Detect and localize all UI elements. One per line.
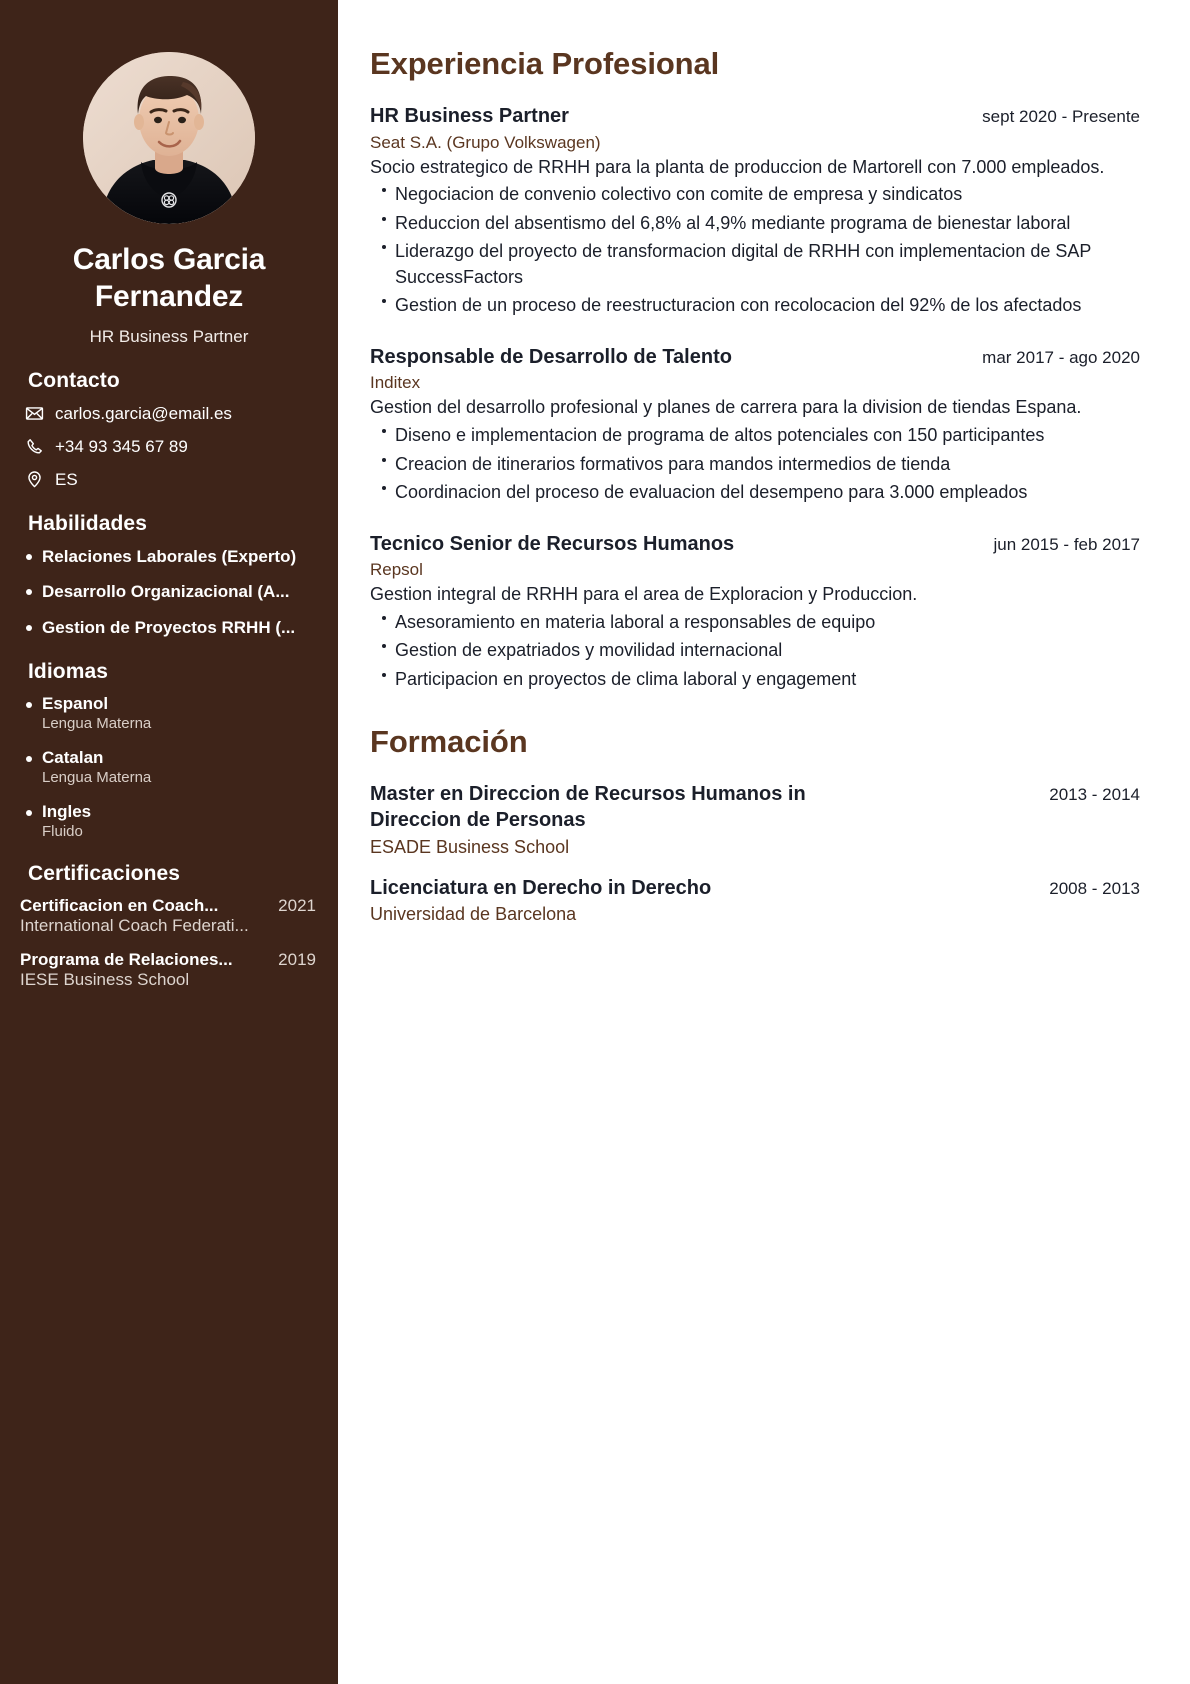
task-text: Coordinacion del proceso de evaluacion del desempeno para 3.000 empleados bbox=[395, 482, 1028, 503]
list-item bbox=[370, 293, 1140, 319]
education-degree: Master en Direccion de Recursos Humanos in Direccion de Personas bbox=[370, 783, 806, 832]
list-item bbox=[26, 581, 322, 602]
contact-phone-value: +34 93 345 67 89 bbox=[55, 436, 188, 456]
experience-company: Repsol bbox=[370, 560, 423, 580]
list-item bbox=[26, 748, 322, 786]
certification-name: Certificacion en Coach... bbox=[20, 895, 219, 915]
skill-label: Desarrollo Organizacional (A... bbox=[42, 582, 290, 602]
avatar bbox=[83, 52, 255, 224]
certifications-section bbox=[16, 862, 322, 990]
contact-phone-row[interactable] bbox=[24, 436, 322, 457]
list-item bbox=[26, 694, 322, 732]
list-item bbox=[26, 546, 322, 567]
certifications-heading: Certificaciones bbox=[28, 861, 181, 885]
languages-list bbox=[16, 694, 322, 840]
education-degree: Licenciatura en Derecho in Derecho bbox=[370, 876, 712, 899]
skills-list bbox=[16, 546, 322, 638]
list-item bbox=[26, 617, 322, 638]
location-pin-icon bbox=[24, 469, 45, 490]
phone-icon bbox=[24, 436, 45, 457]
task-text: Diseno e implementacion de programa de altos potenciales con 150 participantes bbox=[395, 425, 1045, 446]
list-item bbox=[370, 480, 1140, 506]
language-level: Lengua Materna bbox=[42, 768, 152, 786]
task-text: Creacion de itinerarios formativos para mandos intermedios de tienda bbox=[395, 453, 951, 474]
bullet-dot-icon bbox=[26, 756, 32, 762]
education-school: ESADE Business School bbox=[370, 836, 570, 857]
experience-description: Gestion integral de RRHH para el area de Exploracion y Produccion. bbox=[370, 584, 918, 605]
contact-email-row[interactable] bbox=[24, 403, 322, 424]
contact-location-row[interactable] bbox=[24, 469, 322, 490]
main-content bbox=[338, 0, 1190, 1684]
language-name: Espanol bbox=[42, 693, 109, 713]
certifications-list bbox=[16, 896, 322, 990]
avatar-container bbox=[16, 0, 322, 224]
person-name: Carlos Garcia Fernandez bbox=[72, 243, 266, 313]
experience-entry-header bbox=[370, 532, 1140, 558]
experience-company: Inditex bbox=[370, 373, 421, 393]
education-entry bbox=[370, 876, 1140, 926]
certification-issuer: International Coach Federati... bbox=[20, 915, 249, 935]
contact-list bbox=[16, 403, 322, 490]
certification-name: Programa de Relaciones... bbox=[20, 949, 233, 969]
bullet-dot-icon bbox=[382, 616, 386, 620]
experience-date-range: jun 2015 - feb 2017 bbox=[993, 534, 1140, 554]
experience-entry-header bbox=[370, 104, 1140, 130]
bullet-dot-icon bbox=[382, 299, 386, 303]
experience-entry bbox=[370, 345, 1140, 506]
task-text: Gestion de expatriados y movilidad internacional bbox=[395, 640, 783, 661]
language-level: Lengua Materna bbox=[42, 714, 152, 732]
experience-description: Gestion del desarrollo profesional y planes de carrera para la division de tiendas Espana. bbox=[370, 397, 1082, 418]
languages-heading: Idiomas bbox=[28, 659, 109, 683]
language-name-row bbox=[26, 748, 322, 768]
education-date-range: 2008 - 2013 bbox=[1049, 878, 1140, 898]
task-text: Reduccion del absentismo del 6,8% al 4,9% mediante programa de bienestar laboral bbox=[395, 212, 1071, 233]
language-name: Ingles bbox=[42, 801, 92, 821]
list-item bbox=[370, 423, 1140, 449]
experience-entry bbox=[370, 532, 1140, 693]
languages-section bbox=[16, 660, 322, 840]
education-entry-header bbox=[370, 782, 1140, 833]
task-text: Participacion en proyectos de clima laboral y engagement bbox=[395, 668, 857, 689]
avatar-photo bbox=[83, 52, 255, 224]
skills-section bbox=[16, 512, 322, 638]
bullet-dot-icon bbox=[382, 644, 386, 648]
envelope-icon bbox=[24, 403, 45, 424]
bullet-dot-icon bbox=[382, 429, 386, 433]
skill-label: Relaciones Laborales (Experto) bbox=[42, 547, 297, 567]
task-text: Gestion de un proceso de reestructuracion con recolocacion del 92% de los afectados bbox=[395, 295, 1082, 316]
skills-heading: Habilidades bbox=[28, 512, 147, 536]
bullet-dot-icon bbox=[26, 702, 32, 708]
experience-task-list bbox=[370, 610, 1140, 693]
language-name-row bbox=[26, 802, 322, 822]
contact-heading: Contacto bbox=[28, 369, 120, 393]
language-name-row bbox=[26, 694, 322, 714]
language-level: Fluido bbox=[42, 822, 83, 840]
list-item bbox=[370, 452, 1140, 478]
list-item bbox=[20, 896, 322, 936]
list-item bbox=[370, 182, 1140, 208]
person-job-title: HR Business Partner bbox=[89, 327, 249, 347]
task-text: Liderazgo del proyecto de transformacion digital de RRHH con implementacion de SAP SuccessFactors bbox=[395, 241, 1092, 287]
experience-entry bbox=[370, 104, 1140, 319]
certification-header bbox=[20, 950, 322, 970]
bullet-dot-icon bbox=[26, 554, 32, 560]
list-item bbox=[370, 638, 1140, 664]
bullet-dot-icon bbox=[382, 673, 386, 677]
contact-email-value: carlos.garcia@email.es bbox=[55, 403, 232, 423]
certification-header bbox=[20, 896, 322, 916]
experience-job-title: HR Business Partner bbox=[370, 105, 569, 127]
education-section-title: Formación bbox=[370, 724, 528, 760]
experience-entry-header bbox=[370, 345, 1140, 371]
education-date-range: 2013 - 2014 bbox=[1049, 785, 1140, 805]
education-entry-header bbox=[370, 876, 1140, 902]
list-item bbox=[370, 610, 1140, 636]
bullet-dot-icon bbox=[382, 188, 386, 192]
experience-date-range: sept 2020 - Presente bbox=[982, 107, 1140, 126]
language-name: Catalan bbox=[42, 747, 104, 767]
bullet-dot-icon bbox=[382, 217, 386, 221]
list-item bbox=[370, 239, 1140, 290]
bullet-dot-icon bbox=[382, 245, 386, 249]
certification-year: 2021 bbox=[278, 895, 316, 915]
experience-section-title: Experiencia Profesional bbox=[370, 46, 720, 81]
bullet-dot-icon bbox=[26, 589, 32, 595]
contact-location-value: ES bbox=[55, 469, 78, 489]
certification-issuer: IESE Business School bbox=[20, 969, 190, 989]
contact-section bbox=[16, 369, 322, 490]
bullet-dot-icon bbox=[26, 625, 32, 631]
list-item bbox=[370, 667, 1140, 693]
bullet-dot-icon bbox=[382, 458, 386, 462]
certification-year: 2019 bbox=[278, 949, 316, 969]
bullet-dot-icon bbox=[382, 486, 386, 490]
list-item bbox=[26, 802, 322, 840]
experience-task-list bbox=[370, 423, 1140, 506]
experience-task-list bbox=[370, 182, 1140, 319]
task-text: Negociacion de convenio colectivo con comite de empresa y sindicatos bbox=[395, 184, 963, 205]
experience-job-title: Tecnico Senior de Recursos Humanos bbox=[370, 532, 735, 555]
list-item bbox=[370, 211, 1140, 237]
experience-job-title: Responsable de Desarrollo de Talento bbox=[370, 345, 732, 368]
task-text: Asesoramiento en materia laboral a responsables de equipo bbox=[395, 611, 876, 632]
list-item bbox=[20, 950, 322, 990]
experience-company: Seat S.A. (Grupo Volkswagen) bbox=[370, 132, 601, 152]
education-entry bbox=[370, 782, 1140, 857]
bullet-dot-icon bbox=[26, 810, 32, 816]
sidebar bbox=[0, 0, 338, 1684]
education-school: Universidad de Barcelona bbox=[370, 904, 577, 925]
experience-date-range: mar 2017 - ago 2020 bbox=[982, 347, 1140, 367]
experience-description: Socio estrategico de RRHH para la planta de produccion de Martorell con 7.000 empleados. bbox=[370, 156, 1105, 177]
skill-label: Gestion de Proyectos RRHH (... bbox=[42, 617, 296, 637]
